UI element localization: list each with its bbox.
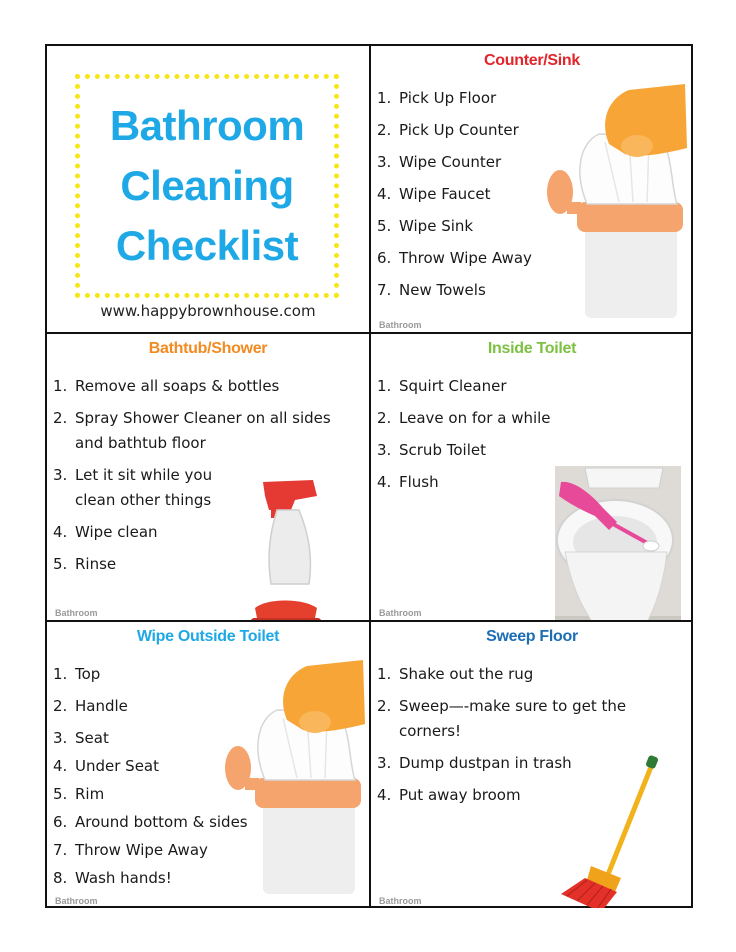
step-text: Wipe clean — [75, 523, 158, 541]
section-counter-sink — [371, 46, 693, 332]
step-number: 1. — [377, 665, 392, 683]
step-number: 2. — [377, 121, 392, 139]
title-line-1: Bathroom — [109, 102, 305, 149]
step-text: Scrub Toilet — [399, 441, 486, 459]
step-text: Let it sit while you clean other things — [75, 466, 213, 509]
step-number: 3. — [53, 466, 68, 484]
step-number: 2. — [377, 409, 392, 427]
step-number: 4. — [53, 757, 68, 775]
list-item — [53, 726, 363, 751]
title-dotted-box — [75, 74, 339, 298]
step-number: 7. — [53, 841, 68, 859]
step-number: 6. — [377, 249, 392, 267]
step-text: Wipe Faucet — [399, 185, 491, 203]
section-title: Wipe Outside Toilet — [136, 628, 280, 645]
step-text: Shake out the rug — [399, 665, 534, 683]
list-item — [377, 406, 687, 431]
title-line-2: Cleaning — [120, 162, 294, 209]
broom-icon — [557, 754, 673, 908]
list-item — [53, 374, 363, 399]
cell-footer-label: Bathroom — [55, 896, 98, 906]
step-number: 8. — [53, 869, 68, 887]
step-text: Under Seat — [75, 757, 159, 775]
list-item — [377, 694, 687, 744]
step-list — [377, 662, 687, 815]
scrub-brush-icon — [245, 596, 325, 620]
cell-footer-label: Bathroom — [379, 608, 422, 618]
step-list — [53, 662, 363, 894]
cell-footer-label: Bathroom — [55, 608, 98, 618]
step-list — [377, 374, 687, 502]
step-number: 3. — [377, 754, 392, 772]
list-item — [53, 662, 363, 687]
step-text: Wash hands! — [75, 869, 172, 887]
step-text: Handle — [75, 697, 128, 715]
list-item — [377, 214, 687, 239]
cell-footer-label: Bathroom — [379, 320, 422, 330]
list-item — [53, 406, 363, 456]
step-text: Wipe Sink — [399, 217, 474, 235]
step-text: Dump dustpan in trash — [399, 754, 572, 772]
step-text: Remove all soaps & bottles — [75, 377, 280, 395]
section-title: Sweep Floor — [486, 628, 578, 645]
website-url: www.happybrownhouse.com — [100, 302, 316, 320]
step-text: Put away broom — [399, 786, 521, 804]
step-text: Throw Wipe Away — [75, 841, 208, 859]
step-text: Wipe Counter — [399, 153, 502, 171]
step-text: Top — [75, 665, 101, 683]
list-item — [53, 552, 363, 577]
step-text: Leave on for a while — [399, 409, 551, 427]
step-text: Seat — [75, 729, 109, 747]
list-item — [53, 810, 363, 835]
section-bathtub-shower — [47, 334, 369, 620]
list-item — [377, 150, 687, 175]
list-item — [53, 866, 363, 891]
title-line-3: Checklist — [115, 222, 299, 269]
step-text: Rinse — [75, 555, 117, 573]
step-number: 6. — [53, 813, 68, 831]
list-item — [53, 782, 363, 807]
checklist-grid — [45, 44, 693, 908]
step-number: 5. — [53, 555, 68, 573]
list-item — [377, 86, 687, 111]
step-number: 3. — [377, 153, 392, 171]
list-item — [377, 182, 687, 207]
step-number: 1. — [377, 89, 392, 107]
step-text: Around bottom & sides — [75, 813, 248, 831]
step-number: 2. — [53, 697, 68, 715]
step-number: 3. — [377, 441, 392, 459]
section-title: Counter/Sink — [484, 52, 580, 69]
section-wipe-outside-toilet — [47, 622, 369, 908]
list-item — [377, 246, 687, 271]
step-number: 3. — [53, 729, 68, 747]
list-item — [377, 751, 687, 776]
step-number: 5. — [53, 785, 68, 803]
section-inside-toilet — [371, 334, 693, 620]
step-number: 4. — [377, 786, 392, 804]
list-item — [53, 838, 363, 863]
step-number: 5. — [377, 217, 392, 235]
step-number: 4. — [53, 523, 68, 541]
step-text: Spray Shower Cleaner on all sides and bathtub floor — [75, 409, 331, 452]
step-number: 1. — [377, 377, 392, 395]
list-item — [377, 438, 687, 463]
step-text: Flush — [399, 473, 439, 491]
list-item — [377, 783, 687, 808]
step-text: Rim — [75, 785, 105, 803]
step-number: 2. — [377, 697, 392, 715]
list-item — [377, 118, 687, 143]
step-number: 7. — [377, 281, 392, 299]
section-title: Inside Toilet — [487, 340, 577, 357]
step-text: Pick Up Floor — [399, 89, 497, 107]
step-text: Squirt Cleaner — [399, 377, 507, 395]
list-item — [53, 754, 363, 779]
list-item — [377, 278, 687, 303]
step-number: 4. — [377, 185, 392, 203]
list-item — [377, 470, 687, 495]
list-item — [377, 374, 687, 399]
step-text: Sweep—-make sure to get the corners! — [399, 697, 627, 740]
step-number: 1. — [53, 665, 68, 683]
list-item — [53, 520, 363, 545]
step-text: Throw Wipe Away — [399, 249, 532, 267]
step-number: 1. — [53, 377, 68, 395]
list-item — [53, 463, 243, 513]
section-title: Bathtub/Shower — [148, 340, 268, 357]
list-item — [53, 694, 363, 719]
step-number: 2. — [53, 409, 68, 427]
section-sweep-floor — [371, 622, 693, 908]
title-cell — [47, 46, 369, 332]
step-text: New Towels — [399, 281, 486, 299]
step-text: Pick Up Counter — [399, 121, 519, 139]
step-number: 4. — [377, 473, 392, 491]
cell-footer-label: Bathroom — [379, 896, 422, 906]
list-item — [377, 662, 687, 687]
